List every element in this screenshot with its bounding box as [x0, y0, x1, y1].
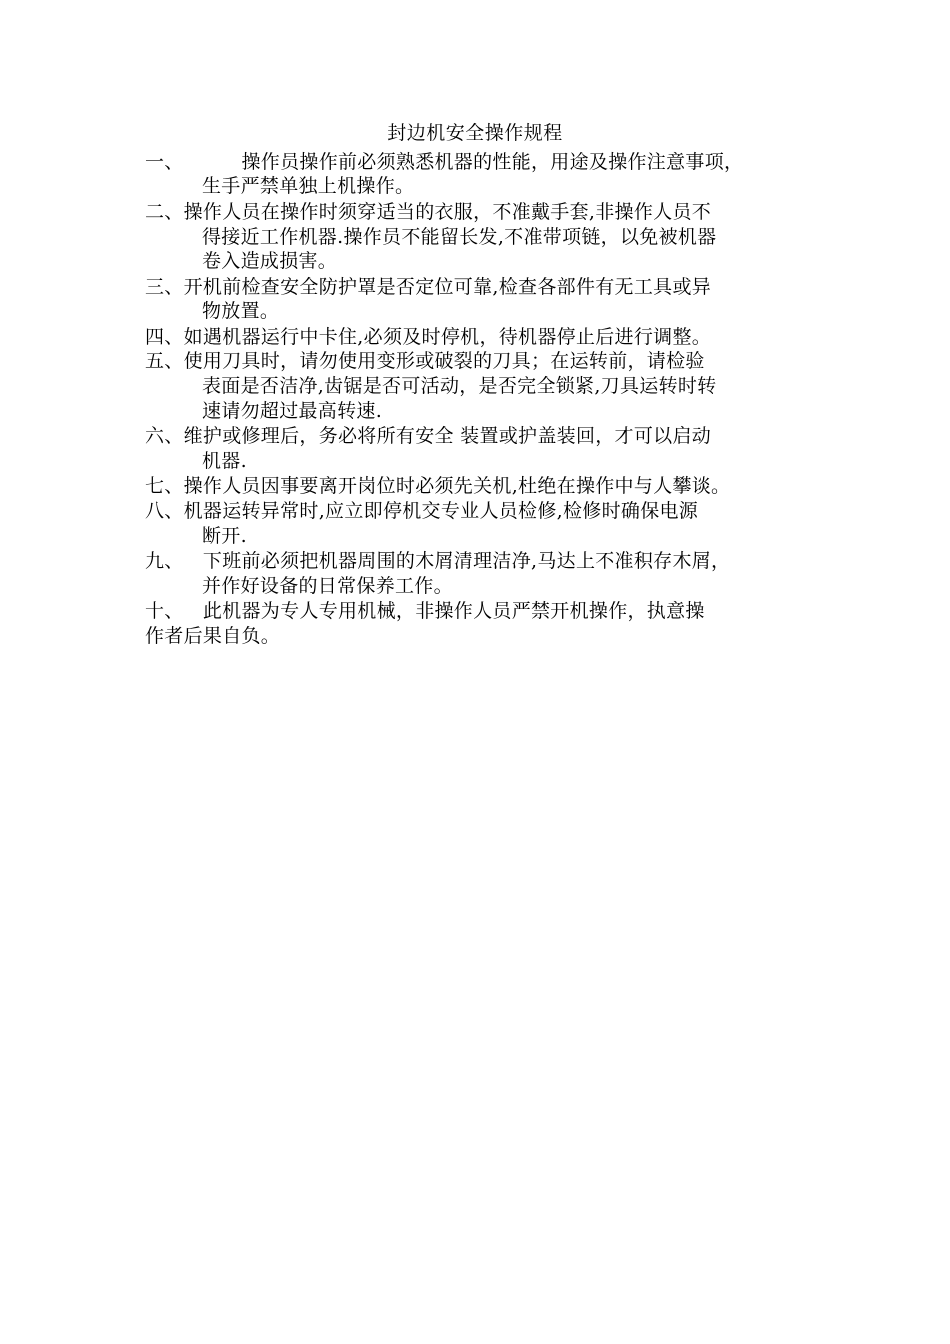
item-2-line-1	[145, 200, 835, 224]
item-6-line-1	[145, 424, 835, 448]
document-title: 封边机安全操作规程	[387, 122, 563, 144]
item-10-line-2: 作者后果自负。	[145, 625, 281, 647]
item-9-line-1	[145, 549, 835, 573]
item-5-line-1	[145, 349, 835, 373]
item-6-line-2: 机器.	[202, 450, 247, 472]
item-2-text-1: 操作人员在操作时须穿适当的衣服，不准戴手套,非操作人员不	[183, 201, 712, 223]
item-5-line-2: 表面是否洁净,齿锯是否可活动，是否完全锁紧,刀具运转时转	[202, 375, 717, 397]
item-5-number: 五、	[145, 350, 184, 372]
item-9-number: 九、	[145, 550, 184, 572]
item-10-text-1: 此机器为专人专用机械，非操作人员严禁开机操作，执意操	[183, 600, 705, 622]
item-8-number: 八、	[145, 500, 184, 522]
item-8-text-1: 机器运转异常时,应立即停机交专业人员检修,检修时确保电源	[183, 500, 699, 522]
item-3-text-1: 开机前检查安全防护罩是否定位可靠,检查各部件有无工具或异	[183, 276, 712, 298]
item-4-number: 四、	[145, 326, 184, 348]
item-2-line-2: 得接近工作机器.操作员不能留长发,不准带项链，以免被机器	[202, 226, 717, 248]
item-5-line-3: 速请勿超过最高转速.	[202, 400, 383, 422]
item-5-text-1: 使用刀具时，请勿使用变形或破裂的刀具；在运转前，请检验	[183, 350, 705, 372]
item-7-text-1: 操作人员因事要离开岗位时必须先关机,杜绝在操作中与人攀谈。	[183, 475, 731, 497]
item-10-number: 十、	[145, 600, 184, 622]
item-3-line-1	[145, 275, 835, 299]
item-7-line-1	[145, 474, 835, 498]
item-9-line-2: 并作好设备的日常保养工作。	[202, 575, 453, 597]
item-3-number: 三、	[145, 276, 184, 298]
item-7-number: 七、	[145, 475, 184, 497]
item-6-text-1: 维护或修理后，务必将所有安全 装置或护盖装回，才可以启动	[183, 425, 712, 447]
item-4-text-1: 如遇机器运行中卡住,必须及时停机，待机器停止后进行调整。	[183, 326, 712, 348]
item-1-text-1: 操作员操作前必须熟悉机器的性能，用途及操作注意事项，	[183, 151, 744, 173]
item-8-line-2: 断开.	[202, 525, 247, 547]
item-2-number: 二、	[145, 201, 184, 223]
item-9-text-1: 下班前必须把机器周围的木屑清理洁净,马达上不准积存木屑，	[183, 550, 731, 572]
item-10-line-1	[145, 599, 835, 623]
item-1-line-2: 生手严禁单独上机操作。	[202, 175, 415, 197]
item-4-line-1	[145, 325, 835, 349]
item-3-line-2: 物放置。	[202, 300, 280, 322]
item-8-line-1	[145, 499, 835, 523]
item-1-number: 一、	[145, 151, 184, 173]
item-2-line-3: 卷入造成损害。	[202, 250, 338, 272]
item-1-line-1	[145, 150, 835, 174]
item-6-number: 六、	[145, 425, 184, 447]
